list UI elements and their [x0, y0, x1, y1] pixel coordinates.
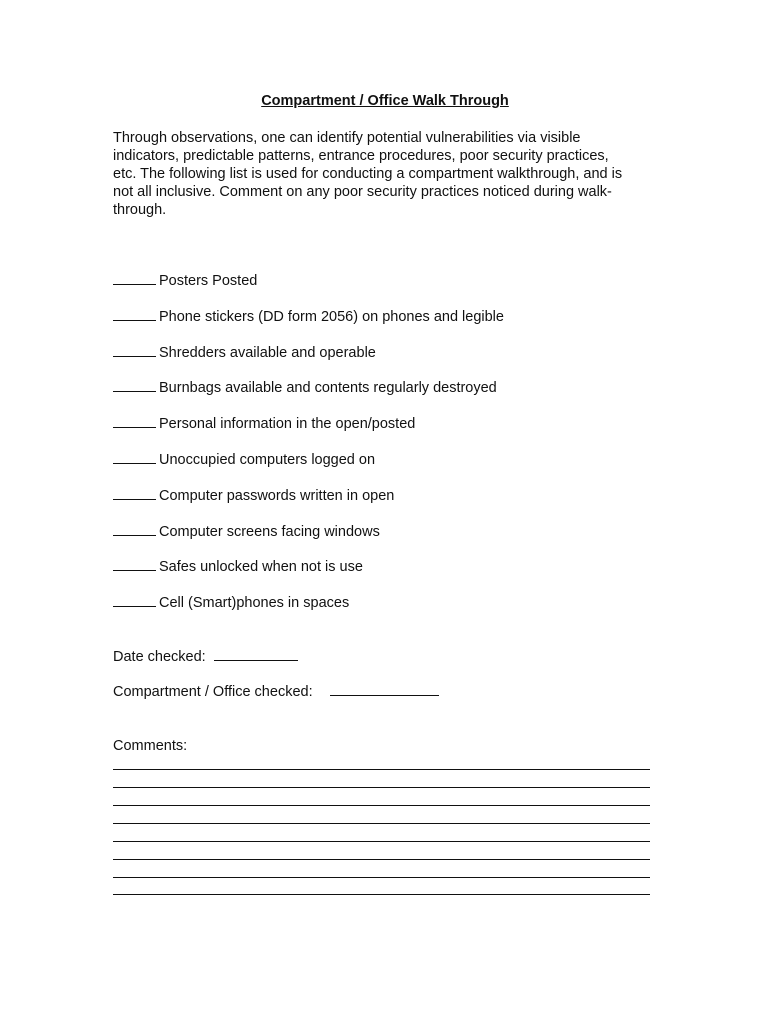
intro-line: not all inclusive. Comment on any poor security practices noticed during walk- [113, 184, 612, 200]
comment-line[interactable] [113, 894, 650, 895]
intro-line: Through observations, one can identify potential vulnerabilities via visible [113, 130, 581, 146]
date-checked-row [113, 647, 298, 666]
checklist-item [113, 450, 504, 486]
checklist-item [113, 593, 504, 629]
office-checked-field[interactable] [330, 682, 439, 696]
checklist-item [113, 343, 504, 379]
intro-line: etc. The following list is used for conducting a compartment walkthrough, and is [113, 166, 623, 182]
intro-line: indicators, predictable patterns, entrance procedures, poor security practices, [113, 148, 609, 164]
checklist-item-label: Burnbags available and contents regularly destroyed [159, 380, 497, 397]
check-blank[interactable] [113, 271, 156, 285]
checklist-item [113, 378, 504, 414]
checklist-item-label: Shredders available and operable [159, 344, 376, 361]
comment-line[interactable] [113, 877, 650, 878]
comment-line[interactable] [113, 805, 650, 806]
intro-paragraph [113, 129, 658, 219]
check-blank[interactable] [113, 378, 156, 392]
date-checked-field[interactable] [214, 647, 298, 661]
office-checked-row [113, 682, 439, 701]
check-blank[interactable] [113, 557, 156, 571]
check-blank[interactable] [113, 522, 156, 536]
comment-line[interactable] [113, 859, 650, 860]
checklist-item [113, 486, 504, 522]
security-checklist [113, 271, 504, 629]
check-blank[interactable] [113, 593, 156, 607]
comment-line[interactable] [113, 787, 650, 788]
comment-line[interactable] [113, 769, 650, 770]
comment-line[interactable] [113, 823, 650, 824]
check-blank[interactable] [113, 414, 156, 428]
checklist-item [113, 271, 504, 307]
checklist-item-label: Computer screens facing windows [159, 523, 380, 540]
date-checked-label: Date checked: [113, 649, 206, 665]
checklist-item-label: Phone stickers (DD form 2056) on phones and legible [159, 308, 504, 325]
checklist-item [113, 522, 504, 558]
office-checked-label: Compartment / Office checked: [113, 684, 313, 700]
comment-line[interactable] [113, 841, 650, 842]
check-blank[interactable] [113, 343, 156, 357]
checklist-item-label: Safes unlocked when not is use [159, 559, 363, 576]
checklist-item-label: Unoccupied computers logged on [159, 451, 376, 468]
comments-label: Comments: [113, 738, 188, 754]
checklist-item-label: Cell (Smart)phones in spaces [159, 595, 350, 612]
intro-line: through. [113, 202, 167, 218]
checklist-item-label: Personal information in the open/posted [159, 416, 416, 433]
check-blank[interactable] [113, 307, 156, 321]
checklist-item-label: Computer passwords written in open [159, 487, 395, 504]
check-blank[interactable] [113, 450, 156, 464]
checklist-item-label: Posters Posted [159, 273, 258, 289]
checklist-item [113, 307, 504, 343]
page-title: Compartment / Office Walk Through [261, 93, 509, 109]
check-blank[interactable] [113, 486, 156, 500]
checklist-item [113, 414, 504, 450]
checklist-item [113, 557, 504, 593]
